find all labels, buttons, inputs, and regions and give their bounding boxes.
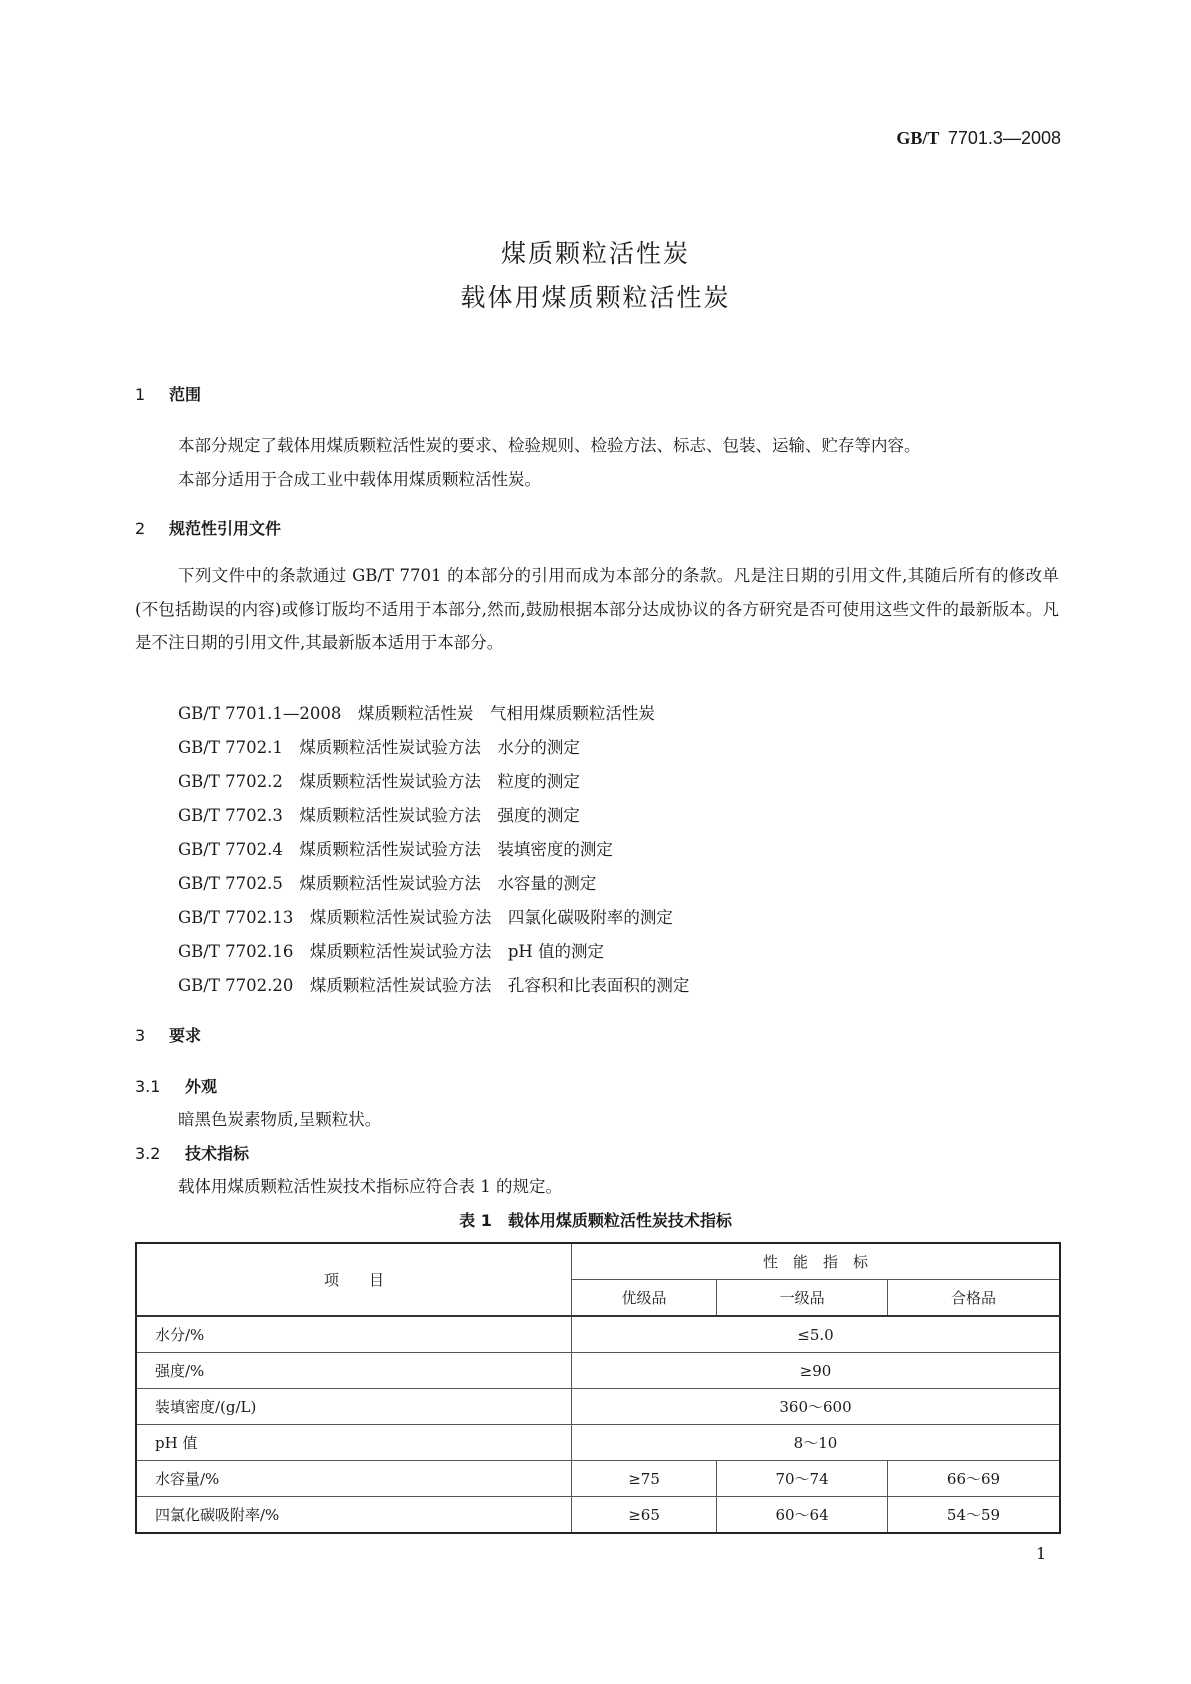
section-3-2-heading <box>135 1141 249 1164</box>
section-title: 规范性引用文件 <box>169 519 282 538</box>
row-value: 66～69 <box>888 1461 1060 1497</box>
row-value: 360～600 <box>572 1389 1061 1425</box>
reference-item: GB/T 7702.20 煤质颗粒活性炭试验方法 孔容积和比表面积的测定 <box>178 976 690 995</box>
row-value: 70～74 <box>717 1461 888 1497</box>
row-item: 水分/% <box>136 1316 572 1353</box>
header-grade: 合格品 <box>888 1280 1060 1317</box>
reference-item: GB/T 7702.2 煤质颗粒活性炭试验方法 粒度的测定 <box>178 772 580 791</box>
row-item: 四氯化碳吸附率/% <box>136 1497 572 1534</box>
row-item: 装填密度/(g/L) <box>136 1389 572 1425</box>
section-3-2-text: 载体用煤质颗粒活性炭技术指标应符合表 1 的规定。 <box>178 1177 562 1196</box>
section-1-paragraph-1: 本部分规定了载体用煤质颗粒活性炭的要求、检验规则、检验方法、标志、包装、运输、贮存等内容。 <box>178 436 921 455</box>
section-number: 3.2 <box>135 1144 161 1163</box>
section-2-heading <box>135 516 281 539</box>
section-2-intro: 下列文件中的条款通过 GB/T 7701 的本部分的引用而成为本部分的条款。凡是注日期的引用文件,其随后所有的修改单(不包括勘误的内容)或修订版均不适用于本部分,然而,鼓励根据本部分达成协议的各方研究是否可使用这些文件的最新版本。凡是不注日期的引用文件,其最新版本适用于本部分。 <box>135 566 1059 652</box>
reference-item: GB/T 7701.1—2008 煤质颗粒活性炭 气相用煤质颗粒活性炭 <box>178 704 655 723</box>
header-item: 项 目 <box>136 1243 572 1316</box>
reference-item: GB/T 7702.3 煤质颗粒活性炭试验方法 强度的测定 <box>178 806 580 825</box>
row-item: 水容量/% <box>136 1461 572 1497</box>
page-number: 1 <box>1036 1544 1047 1563</box>
table-row <box>136 1425 1060 1461</box>
reference-item: GB/T 7702.5 煤质颗粒活性炭试验方法 水容量的测定 <box>178 874 597 893</box>
header-grade: 优级品 <box>572 1280 717 1317</box>
standard-prefix: GB/T <box>896 128 940 148</box>
row-value: ≤5.0 <box>572 1316 1061 1353</box>
row-value: 54～59 <box>888 1497 1060 1534</box>
reference-item: GB/T 7702.1 煤质颗粒活性炭试验方法 水分的测定 <box>178 738 580 757</box>
section-3-1-text: 暗黑色炭素物质,呈颗粒状。 <box>178 1110 382 1129</box>
header-performance: 性 能 指 标 <box>572 1243 1061 1280</box>
row-value: ≥90 <box>572 1353 1061 1389</box>
standard-number: 7701.3—2008 <box>947 128 1061 148</box>
section-number: 2 <box>135 519 146 538</box>
section-1-paragraph-2: 本部分适用于合成工业中载体用煤质颗粒活性炭。 <box>178 470 541 489</box>
table-row <box>136 1497 1060 1534</box>
standard-code <box>896 128 1061 149</box>
table-row <box>136 1389 1060 1425</box>
section-title: 范围 <box>169 385 202 404</box>
document-title-line2: 载体用煤质颗粒活性炭 <box>460 283 731 312</box>
row-value: 60～64 <box>717 1497 888 1534</box>
reference-item: GB/T 7702.4 煤质颗粒活性炭试验方法 装填密度的测定 <box>178 840 613 859</box>
section-number: 1 <box>135 385 146 404</box>
table-row <box>136 1316 1060 1353</box>
section-title: 技术指标 <box>185 1144 250 1163</box>
table-header-row <box>136 1243 1060 1280</box>
row-item: 强度/% <box>136 1353 572 1389</box>
row-value: 8～10 <box>572 1425 1061 1461</box>
section-title: 外观 <box>185 1077 218 1096</box>
header-grade: 一级品 <box>717 1280 888 1317</box>
reference-item: GB/T 7702.16 煤质颗粒活性炭试验方法 pH 值的测定 <box>178 942 605 961</box>
technical-spec-table <box>135 1242 1061 1534</box>
section-number: 3 <box>135 1026 146 1045</box>
row-value: ≥65 <box>572 1497 717 1534</box>
table-row <box>136 1461 1060 1497</box>
section-3-1-heading <box>135 1074 217 1097</box>
table-row <box>136 1353 1060 1389</box>
row-value: ≥75 <box>572 1461 717 1497</box>
row-item: pH 值 <box>136 1425 572 1461</box>
section-title: 要求 <box>169 1026 202 1045</box>
section-1-heading <box>135 382 201 405</box>
section-number: 3.1 <box>135 1077 161 1096</box>
table-caption: 表 1 载体用煤质颗粒活性炭技术指标 <box>459 1211 732 1230</box>
document-title-line1: 煤质颗粒活性炭 <box>500 239 690 268</box>
reference-item: GB/T 7702.13 煤质颗粒活性炭试验方法 四氯化碳吸附率的测定 <box>178 908 673 927</box>
section-3-heading <box>135 1023 201 1046</box>
